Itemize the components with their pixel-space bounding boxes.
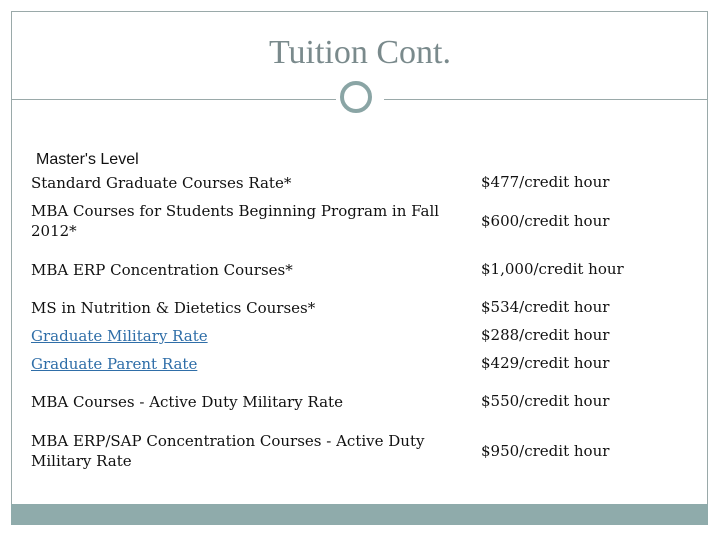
row-value: $288/credit hour	[481, 326, 610, 344]
row-label: MBA ERP Concentration Courses*	[31, 261, 293, 279]
row-label: MBA ERP/SAP Concentration Courses - Active Duty Military Rate	[31, 432, 425, 470]
row-label: Standard Graduate Courses Rate*	[31, 174, 292, 192]
title-rule-right	[384, 99, 708, 100]
title-rule-left	[11, 99, 336, 100]
footer-bar	[11, 504, 708, 525]
row-label: MBA Courses - Active Duty Military Rate	[31, 393, 343, 411]
row-value: $429/credit hour	[481, 354, 610, 372]
row-label: MS in Nutrition & Dietetics Courses*	[31, 299, 316, 317]
graduate-military-rate-link[interactable]: Graduate Military Rate	[31, 327, 208, 345]
row-value: $600/credit hour	[481, 212, 610, 230]
row-label: MBA Courses for Students Beginning Program in Fall 2012*	[31, 202, 440, 240]
row-value: $534/credit hour	[481, 298, 610, 316]
row-value: $550/credit hour	[481, 392, 610, 410]
graduate-parent-rate-link[interactable]: Graduate Parent Rate	[31, 355, 198, 373]
row-value: $1,000/credit hour	[481, 260, 624, 278]
slide-title: Tuition Cont.	[268, 34, 452, 71]
row-value: $950/credit hour	[481, 442, 610, 460]
row-value: $477/credit hour	[481, 173, 610, 191]
section-heading: Master's Level	[36, 151, 139, 168]
ring-ornament	[340, 81, 372, 113]
